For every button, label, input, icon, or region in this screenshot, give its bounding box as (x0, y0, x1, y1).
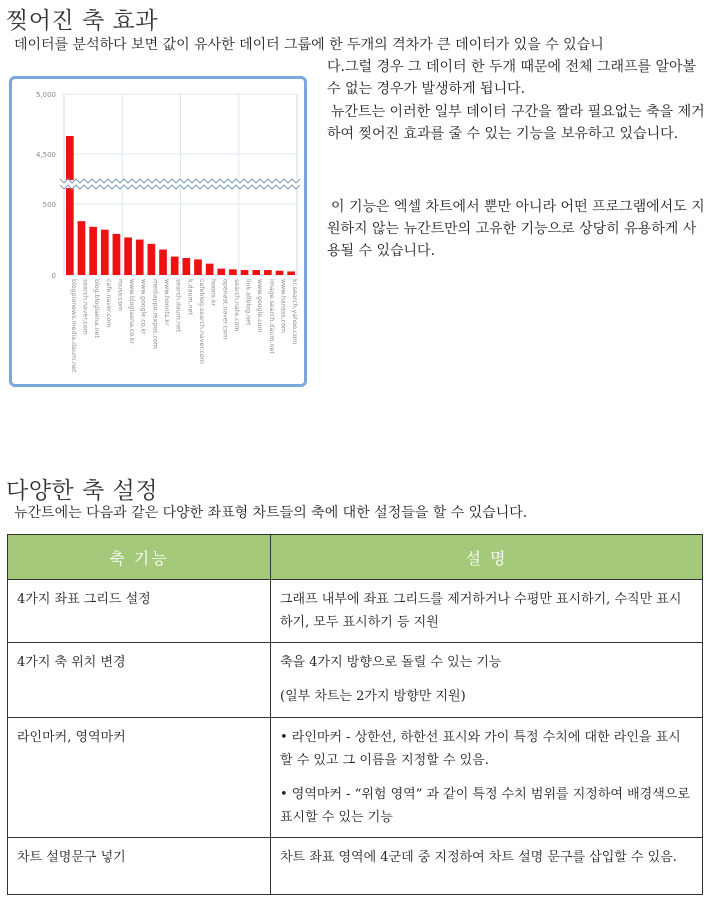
x-tick-label: openast.naver.com (221, 279, 229, 340)
x-tick-label: search.daum.net (174, 279, 182, 333)
x-tick-label: search.naver.com (81, 279, 89, 335)
paragraph: 이 기능은 엑셀 차트에서 뿐만 아니라 어떤 프로그램에서도 지원하지 않는 뉴간트만의 고유한 기능으로 상당히 유용하게 사용될 수 있습니다. (327, 199, 705, 259)
x-tick-label: cafeblog.search.naver.com (197, 279, 205, 364)
bar (124, 237, 132, 275)
bar (89, 227, 97, 275)
feature-cell: 차트 설명문구 넣기 (8, 838, 271, 895)
bar (217, 269, 225, 275)
table-row (8, 643, 703, 718)
bar (241, 270, 249, 275)
x-tick-label: www.google.com (256, 279, 264, 333)
table-row (8, 580, 703, 643)
bar (171, 257, 179, 275)
y-tick-label: 4,500 (35, 151, 56, 159)
bar (276, 271, 284, 275)
y-tick-label: 5,000 (35, 91, 56, 99)
description-cell: 차트 좌표 영역에 4군데 중 지정하여 차트 설명 문구를 삽입할 수 있음. (271, 838, 703, 895)
bar (159, 250, 167, 276)
feature-cell: 4가지 좌표 그리드 설정 (8, 580, 271, 643)
header-description: 설 명 (271, 535, 703, 580)
x-tick-label: link.allblog.net (244, 279, 252, 326)
x-tick-label: www.hansss.com (279, 279, 287, 334)
bar (194, 259, 202, 275)
x-tick-label: www.google.co.kr (139, 279, 147, 335)
bar (78, 221, 86, 275)
table-header-row (8, 535, 703, 580)
broken-axis-chart (9, 76, 307, 387)
x-tick-label: search.nate.com (232, 279, 240, 332)
bar (287, 271, 295, 275)
description-cell: 그래프 내부에 좌표 그리드를 제거하거나 수평만 표시하기, 수직만 표시하기, 모두 표시하기 등 지원 (271, 580, 703, 643)
paragraph: 다.그럴 경우 그 데이터 한 두개 때문에 전체 그래프를 알아볼 수 없는 경우가 발생하게 됩니다. (327, 59, 697, 97)
x-tick-label: musiccom (116, 279, 124, 312)
x-tick-label: blog.bloglaena.net (93, 279, 101, 338)
x-tick-label: mediappo.rexpos.com (151, 279, 159, 349)
x-tick-label: k.daum.net (186, 279, 194, 315)
x-tick-label: hoons.kr (209, 279, 217, 307)
section-intro: 뉴간트에는 다음과 같은 다양한 좌표형 차트들의 축에 대한 설정들을 할 수 있습니다. (14, 505, 528, 521)
x-tick-label: cafe.naver.com (104, 279, 112, 328)
bar (148, 244, 156, 275)
bar (182, 258, 190, 275)
table-row (8, 838, 703, 895)
section-title-axis-settings: 다양한 축 설정 (6, 478, 158, 504)
bar (66, 136, 74, 275)
bar (136, 240, 144, 275)
paragraph: 뉴간트는 이러한 일부 데이터 구간을 짤라 필요없는 축을 제거하여 찢어진 효과를 줄 수 있는 기능을 보유하고 있습니다. (327, 104, 705, 142)
y-tick-label: 500 (42, 201, 56, 210)
x-tick-label: blogpionews.media.daum.net (69, 279, 77, 373)
x-tick-label: www.hoonts.kr (163, 279, 171, 326)
table-row (8, 718, 703, 838)
header-feature: 축 기능 (8, 535, 271, 580)
bar (264, 270, 272, 275)
x-tick-label: image.search.daum.net (267, 279, 275, 354)
bar (229, 269, 237, 275)
description-cell: 축을 4가지 방향으로 돌릴 수 있는 기능 (일부 차트는 2가지 방향만 지원) (271, 643, 703, 718)
axis-features-table (7, 534, 703, 895)
bar (252, 270, 260, 275)
section-title-broken-axis: 찢어진 축 효과 (6, 8, 158, 34)
feature-cell: 4가지 축 위치 변경 (8, 643, 271, 718)
bar (101, 230, 109, 275)
x-tick-label: www.bloglaena.co.kr (128, 279, 136, 345)
x-tick-label: kr.search.yahoo.com (291, 279, 299, 345)
y-tick-label: 0 (51, 272, 56, 280)
chart-svg (12, 79, 304, 384)
bar (206, 264, 214, 275)
section-intro: 데이터를 분석하다 보면 값이 유사한 데이터 그룹에 한 두개의 격차가 큰 데이터가 있을 수 있습니 (14, 37, 604, 53)
feature-cell: 라인마커, 영역마커 (8, 718, 271, 838)
description-cell: • 라인마커 - 상한선, 하한선 표시와 가이 특정 수치에 대한 라인을 표시할 수 있고 그 이름을 지정할 수 있음. • 영역마커 - “위험 영역” 과 같이 특정 수치 범위를 지정하여 배경색으로 표시할 수 있는 기능 (271, 718, 703, 838)
bar (113, 234, 121, 275)
